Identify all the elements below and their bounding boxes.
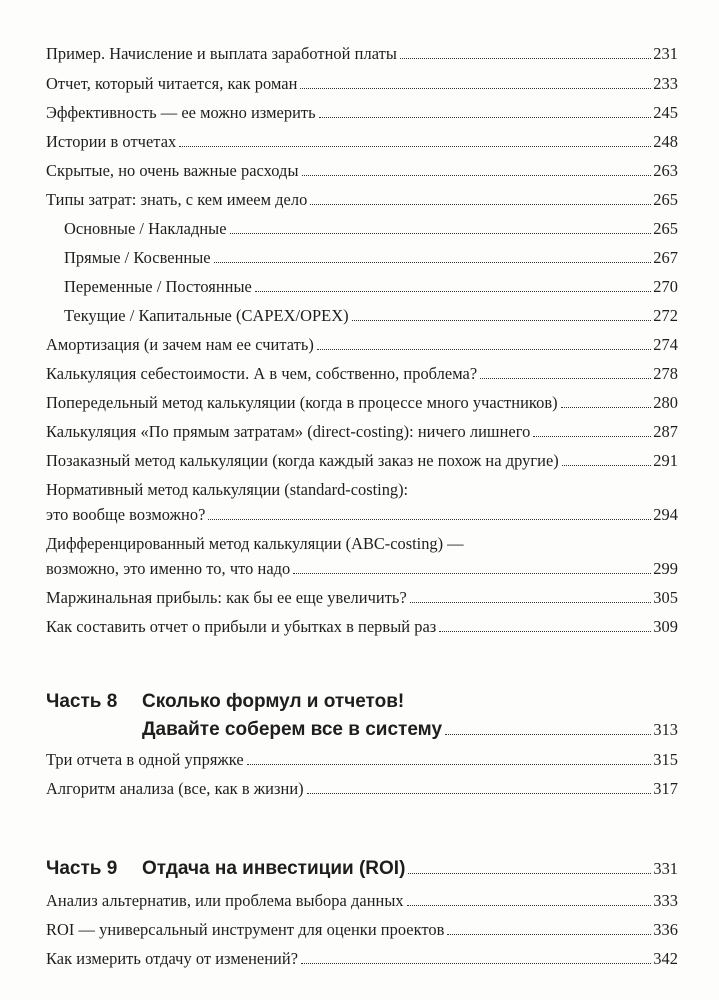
toc-page-number: 265 <box>653 190 678 209</box>
toc-page-number: 299 <box>653 559 678 578</box>
dot-leader <box>447 934 651 935</box>
dot-leader <box>480 378 651 379</box>
toc-entry-title: возможно, это именно то, что надо <box>46 559 291 578</box>
part-title: Отдача на инвестиции (ROI) <box>142 858 406 879</box>
toc-entry <box>46 750 678 770</box>
dot-leader <box>230 233 652 234</box>
toc-page-number: 245 <box>653 103 678 122</box>
dot-leader <box>300 88 651 89</box>
dot-leader <box>319 117 652 118</box>
dot-leader <box>352 320 652 321</box>
toc-entry-title: Прямые / Косвенные <box>64 248 211 267</box>
toc-entry-title: ROI — универсальный инструмент для оценки проектов <box>46 920 445 939</box>
dot-leader <box>407 905 652 906</box>
toc-page-number: 333 <box>653 891 678 910</box>
toc-entry-title: Переменные / Постоянные <box>64 277 252 296</box>
toc-entry <box>46 422 678 442</box>
dot-leader <box>561 407 652 408</box>
toc-entry <box>46 161 678 181</box>
toc-subentry <box>64 277 678 297</box>
toc-entry <box>46 44 678 64</box>
toc-page-number: 317 <box>653 779 678 798</box>
toc-page-number: 272 <box>653 306 678 325</box>
toc-entry-title: Скрытые, но очень важные расходы <box>46 161 299 180</box>
part-number: Часть 9 <box>46 858 118 879</box>
toc-page-number: 270 <box>653 277 678 296</box>
dot-leader <box>307 793 652 794</box>
toc-subentry <box>64 306 678 326</box>
toc-page-number: 287 <box>653 422 678 441</box>
dot-leader <box>310 204 651 205</box>
toc-entry-title: Алгоритм анализа (все, как в жизни) <box>46 779 304 798</box>
toc-page-number: 294 <box>653 505 678 524</box>
part-title: Давайте соберем все в систему <box>142 719 443 740</box>
dot-leader <box>533 436 651 437</box>
toc-page-number: 331 <box>653 859 678 878</box>
part-heading <box>46 857 678 881</box>
part-heading-line1 <box>46 690 404 714</box>
toc-entry <box>46 451 678 471</box>
toc-subentry <box>64 219 678 239</box>
dot-leader <box>302 175 652 176</box>
toc-page-number: 278 <box>653 364 678 383</box>
toc-entry <box>46 920 678 940</box>
toc-entry-title: Маржинальная прибыль: как бы ее еще увеличить? <box>46 588 407 607</box>
toc-entry <box>46 190 678 210</box>
dot-leader <box>301 963 651 964</box>
dot-leader <box>214 262 652 263</box>
toc-entry-title-line1: Дифференцированный метод калькуляции (ABC-costing) — <box>46 534 464 553</box>
dot-leader <box>408 873 651 874</box>
toc-entry-title: Попередельный метод калькуляции (когда в процессе много участников) <box>46 393 558 412</box>
toc-page-number: 313 <box>653 720 678 739</box>
dot-leader <box>247 764 652 765</box>
toc-entry <box>46 617 678 637</box>
toc-entry-title: Пример. Начисление и выплата заработной платы <box>46 44 397 63</box>
toc-entry-title: Калькуляция себестоимости. А в чем, собственно, проблема? <box>46 364 478 383</box>
toc-entry-title: Калькуляция «По прямым затратам» (direct-costing): ничего лишнего <box>46 422 531 441</box>
toc-entry-title: Истории в отчетах <box>46 132 177 151</box>
toc-entry <box>46 335 678 355</box>
dot-leader <box>445 734 651 735</box>
toc-entry <box>46 505 678 525</box>
toc-page-number: 267 <box>653 248 678 267</box>
toc-entry-title: Анализ альтернатив, или проблема выбора данных <box>46 891 404 910</box>
toc-page-number: 265 <box>653 219 678 238</box>
toc-subentry <box>64 248 678 268</box>
dot-leader <box>400 58 651 59</box>
toc-entry <box>46 779 678 799</box>
toc-entry <box>46 949 678 969</box>
dot-leader <box>317 349 651 350</box>
toc-entry <box>46 103 678 123</box>
toc-entry-title: Как составить отчет о прибыли и убытках в первый раз <box>46 617 437 636</box>
toc-entry-title: Позаказный метод калькуляции (когда каждый заказ не похож на другие) <box>46 451 559 470</box>
toc-entry <box>46 364 678 384</box>
part-heading <box>46 718 678 742</box>
toc-page-number: 248 <box>653 132 678 151</box>
toc-page-number: 309 <box>653 617 678 636</box>
dot-leader <box>439 631 651 632</box>
toc-page-number: 263 <box>653 161 678 180</box>
toc-entry-title: Как измерить отдачу от изменений? <box>46 949 299 968</box>
toc-page-number: 342 <box>653 949 678 968</box>
toc-page-number: 291 <box>653 451 678 470</box>
toc-page-number: 231 <box>653 44 678 63</box>
toc-entry <box>46 559 678 579</box>
toc-page-number: 233 <box>653 74 678 93</box>
toc-entry <box>46 393 678 413</box>
toc-entry-title: Эффективность — ее можно измерить <box>46 103 316 122</box>
toc-entry <box>46 132 678 152</box>
toc-entry <box>46 588 678 608</box>
toc-entry-title: это вообще возможно? <box>46 505 206 524</box>
part-title-line1: Сколько формул и отчетов! <box>142 691 405 712</box>
toc-entry-title-line1: Нормативный метод калькуляции (standard-costing): <box>46 480 409 499</box>
toc-entry-title: Типы затрат: знать, с кем имеем дело <box>46 190 308 209</box>
toc-entry <box>46 74 678 94</box>
dot-leader <box>410 602 651 603</box>
toc-entry-title: Отчет, который читается, как роман <box>46 74 298 93</box>
toc-page-number: 315 <box>653 750 678 769</box>
dot-leader <box>293 573 651 574</box>
toc-entry-title: Три отчета в одной упряжке <box>46 750 244 769</box>
dot-leader <box>255 291 651 292</box>
toc-entry-title: Основные / Накладные <box>64 219 227 238</box>
dot-leader <box>208 519 651 520</box>
toc-entry <box>46 891 678 911</box>
toc-entry-title: Амортизация (и зачем нам ее считать) <box>46 335 314 354</box>
part-number: Часть 8 <box>46 691 118 712</box>
toc-page-number: 280 <box>653 393 678 412</box>
dot-leader <box>562 465 651 466</box>
toc-page-number: 305 <box>653 588 678 607</box>
toc-page-number: 274 <box>653 335 678 354</box>
toc-page-number: 336 <box>653 920 678 939</box>
toc-entry-title: Текущие / Капитальные (CAPEX/OPEX) <box>64 306 349 325</box>
dot-leader <box>179 146 651 147</box>
